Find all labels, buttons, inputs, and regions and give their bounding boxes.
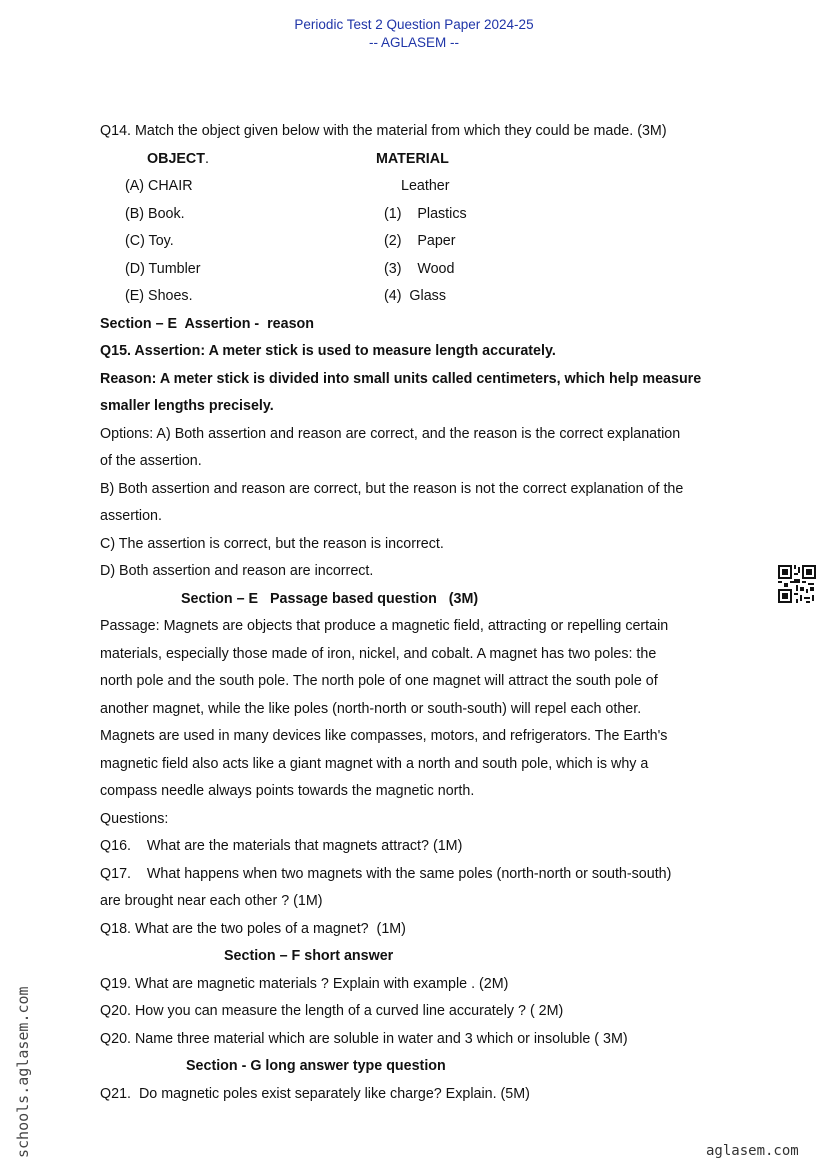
q18: Q18. What are the two poles of a magnet? (1M) xyxy=(100,921,406,937)
qr-code-icon xyxy=(778,565,816,603)
object-heading-suffix: . xyxy=(205,151,209,167)
object-item: (D) Tumbler xyxy=(125,261,201,277)
section-g-heading: Section - G long answer type question xyxy=(186,1058,446,1074)
material-heading: MATERIAL xyxy=(376,151,449,167)
object-item: (E) Shoes. xyxy=(125,288,193,304)
q15-reason: Reason: A meter stick is divided into small units called centimeters, which help measure xyxy=(100,371,702,387)
section-e-heading: Section – E Assertion - reason xyxy=(100,316,314,332)
q15-assertion: Q15. Assertion: A meter stick is used to measure length accurately. xyxy=(100,343,556,359)
q19: Q19. What are magnetic materials ? Explain with example . (2M) xyxy=(100,976,509,992)
option-a: Options: A) Both assertion and reason are correct, and the reason is the correct explanation xyxy=(100,426,681,442)
q15-reason-cont: smaller lengths precisely. xyxy=(100,398,274,414)
side-watermark: schools.aglasem.com xyxy=(14,986,32,1158)
object-heading-text: OBJECT xyxy=(147,151,205,167)
q17-cont: are brought near each other ? (1M) xyxy=(100,893,323,909)
q16: Q16. What are the materials that magnets attract? (1M) xyxy=(100,838,463,854)
q21: Q21. Do magnetic poles exist separately like charge? Explain. (5M) xyxy=(100,1086,530,1102)
passage-line: magnetic field also acts like a giant magnet with a north and south pole, which is why a xyxy=(100,756,649,772)
passage-line: Passage: Magnets are objects that produce a magnetic field, attracting or repelling certain xyxy=(100,618,669,634)
passage-line: compass needle always points towards the magnetic north. xyxy=(100,783,475,799)
section-f-heading: Section – F short answer xyxy=(224,948,394,964)
q20-curved-line: Q20. How you can measure the length of a curved line accurately ? ( 2M) xyxy=(100,1003,564,1019)
material-item: Leather xyxy=(401,178,450,194)
option-c: C) The assertion is correct, but the reason is incorrect. xyxy=(100,536,444,552)
material-item: (3) Wood xyxy=(384,261,455,277)
passage-line: Magnets are used in many devices like compasses, motors, and refrigerators. The Earth's xyxy=(100,728,668,744)
footer-watermark: aglasem.com xyxy=(706,1143,799,1159)
questions-label: Questions: xyxy=(100,811,169,827)
passage-line: another magnet, while the like poles (north-north or south-south) will repel each other. xyxy=(100,701,642,717)
material-item: (1) Plastics xyxy=(384,206,467,222)
header-brand: -- AGLASEM -- xyxy=(368,35,459,50)
object-item: (C) Toy. xyxy=(125,233,174,249)
option-b: B) Both assertion and reason are correct, but the reason is not the correct explanation of the xyxy=(100,481,684,497)
passage-line: north pole and the south pole. The north pole of one magnet will attract the south pole of xyxy=(100,673,658,689)
option-d: D) Both assertion and reason are incorrect. xyxy=(100,563,374,579)
material-item: (2) Paper xyxy=(384,233,456,249)
object-item: (B) Book. xyxy=(125,206,185,222)
material-item: (4) Glass xyxy=(384,288,446,304)
q20-soluble: Q20. Name three material which are soluble in water and 3 which or insoluble ( 3M) xyxy=(100,1031,628,1047)
header-title: Periodic Test 2 Question Paper 2024-25 xyxy=(294,17,534,32)
q17: Q17. What happens when two magnets with the same poles (north-north or south-south) xyxy=(100,866,672,882)
q14-question: Q14. Match the object given below with the material from which they could be made. (3M) xyxy=(100,123,667,139)
option-b-cont: assertion. xyxy=(100,508,162,524)
object-item: (A) CHAIR xyxy=(125,178,193,194)
passage-line: materials, especially those made of iron, nickel, and cobalt. A magnet has two poles: the xyxy=(100,646,657,662)
option-a-cont: of the assertion. xyxy=(100,453,202,469)
object-heading xyxy=(147,150,209,168)
passage-heading: Section – E Passage based question (3M) xyxy=(181,591,479,607)
